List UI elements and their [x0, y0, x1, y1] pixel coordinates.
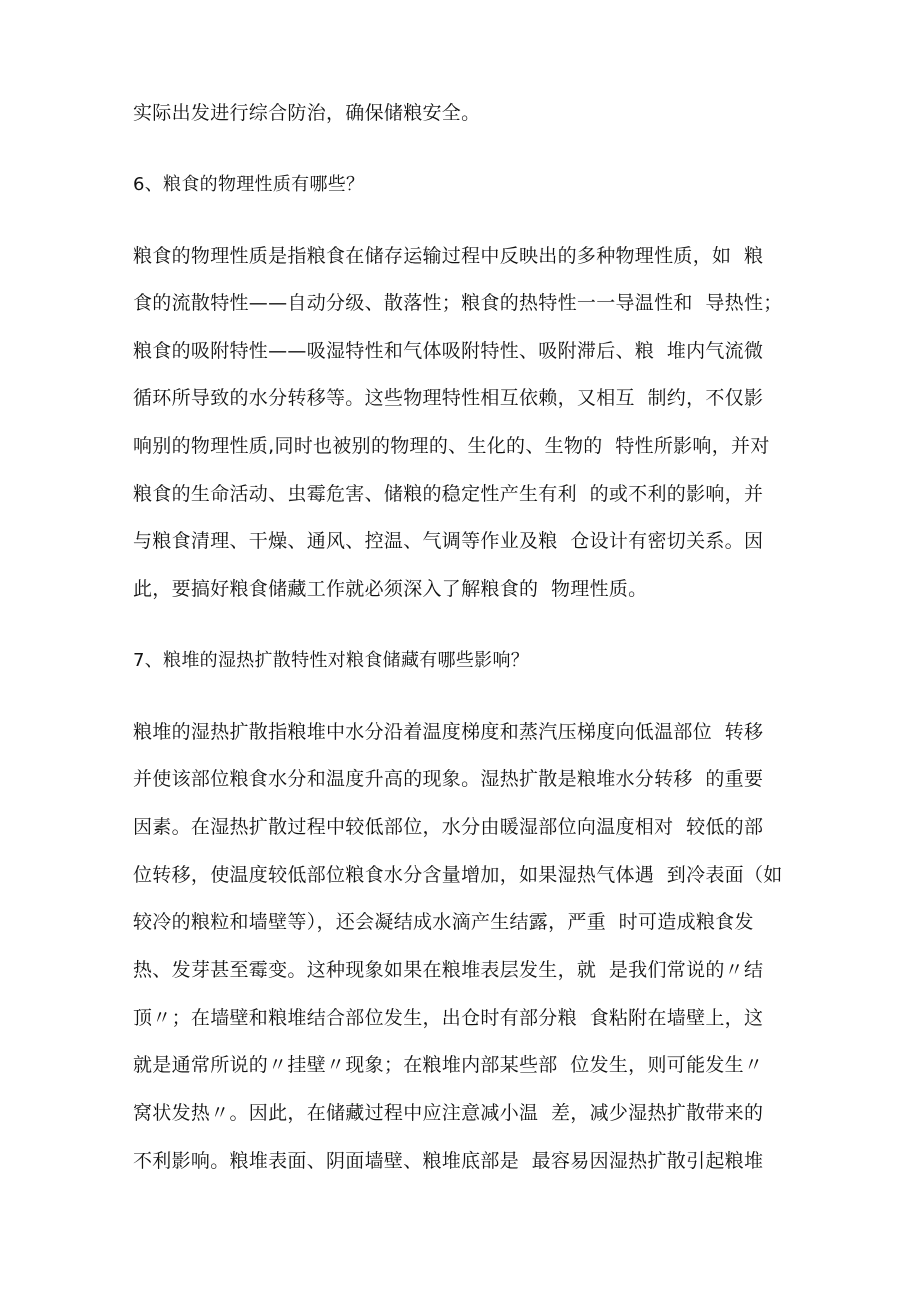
answer-line: 因素。在湿热扩散过程中较低部位，水分由暖湿部位向温度相对 较低的部 — [133, 816, 764, 838]
answer-line: 粮食的物理性质是指粮食在储存运输过程中反映出的多种物理性质，如 粮 — [133, 245, 764, 267]
answer-line: 窝状发热〃。因此，在储藏过程中应注意减小温 差，减少湿热扩散带来的 — [133, 1102, 764, 1124]
answer-line: 此，要搞好粮食储藏工作就必须深入了解粮食的 物理性质。 — [133, 578, 648, 600]
answer-line: 不利影响。粮堆表面、阴面墙壁、粮堆底部是 最容易因湿热扩散引起粮堆 — [133, 1150, 764, 1172]
answer-line: 粮堆的湿热扩散指粮堆中水分沿着温度梯度和蒸汽压梯度向低温部位 转移 — [133, 721, 764, 743]
question-6-heading: 6、粮食的物理性质有哪些？ — [133, 174, 365, 195]
answer-line: 粮食的吸附特性——吸湿特性和气体吸附特性、吸附滞后、粮 堆内气流微 — [133, 340, 764, 362]
answer-line: 并使该部位粮食水分和温度升高的现象。湿热扩散是粮堆水分转移 的重要 — [133, 768, 764, 790]
answer-line: 较冷的粮粒和墙壁等），还会凝结成水滴产生结露，严重 时可造成粮食发 — [133, 911, 754, 933]
intro-tail-text: 实际出发进行综合防治，确保储粮安全。 — [133, 102, 481, 124]
question-7-heading: 7、粮堆的湿热扩散特性对粮食储藏有哪些影响？ — [133, 650, 530, 671]
answer-line: 与粮食清理、干燥、通风、控温、气调等作业及粮 仓设计有密切关系。因 — [133, 530, 764, 552]
answer-line: 循环所导致的水分转移等。这些物理特性相互依赖，又相互 制约，不仅影 — [133, 387, 764, 409]
answer-line: 食的流散特性——自动分级、散落性；粮食的热特性一一导温性和 导热性； — [133, 292, 783, 314]
answer-line: 响别的物理性质,同时也被别的物理的、生化的、生物的 特性所影响，并对 — [133, 435, 770, 457]
answer-line: 粮食的生命活动、虫霉危害、储粮的稳定性产生有利 的或不利的影响，并 — [133, 483, 764, 505]
answer-line: 就是通常所说的〃挂壁〃现象；在粮堆内部某些部 位发生，则可能发生〃 — [133, 1054, 764, 1076]
answer-line: 热、发芽甚至霉变。这种现象如果在粮堆表层发生，就 是我们常说的〃结 — [133, 959, 764, 981]
answer-line: 顶〃；在墙壁和粮堆结合部位发生，出仓时有部分粮 食粘附在墙壁上，这 — [133, 1007, 764, 1029]
answer-line: 位转移，使温度较低部位粮食水分含量增加，如果湿热气体遇 到冷表面（如 — [133, 864, 783, 886]
